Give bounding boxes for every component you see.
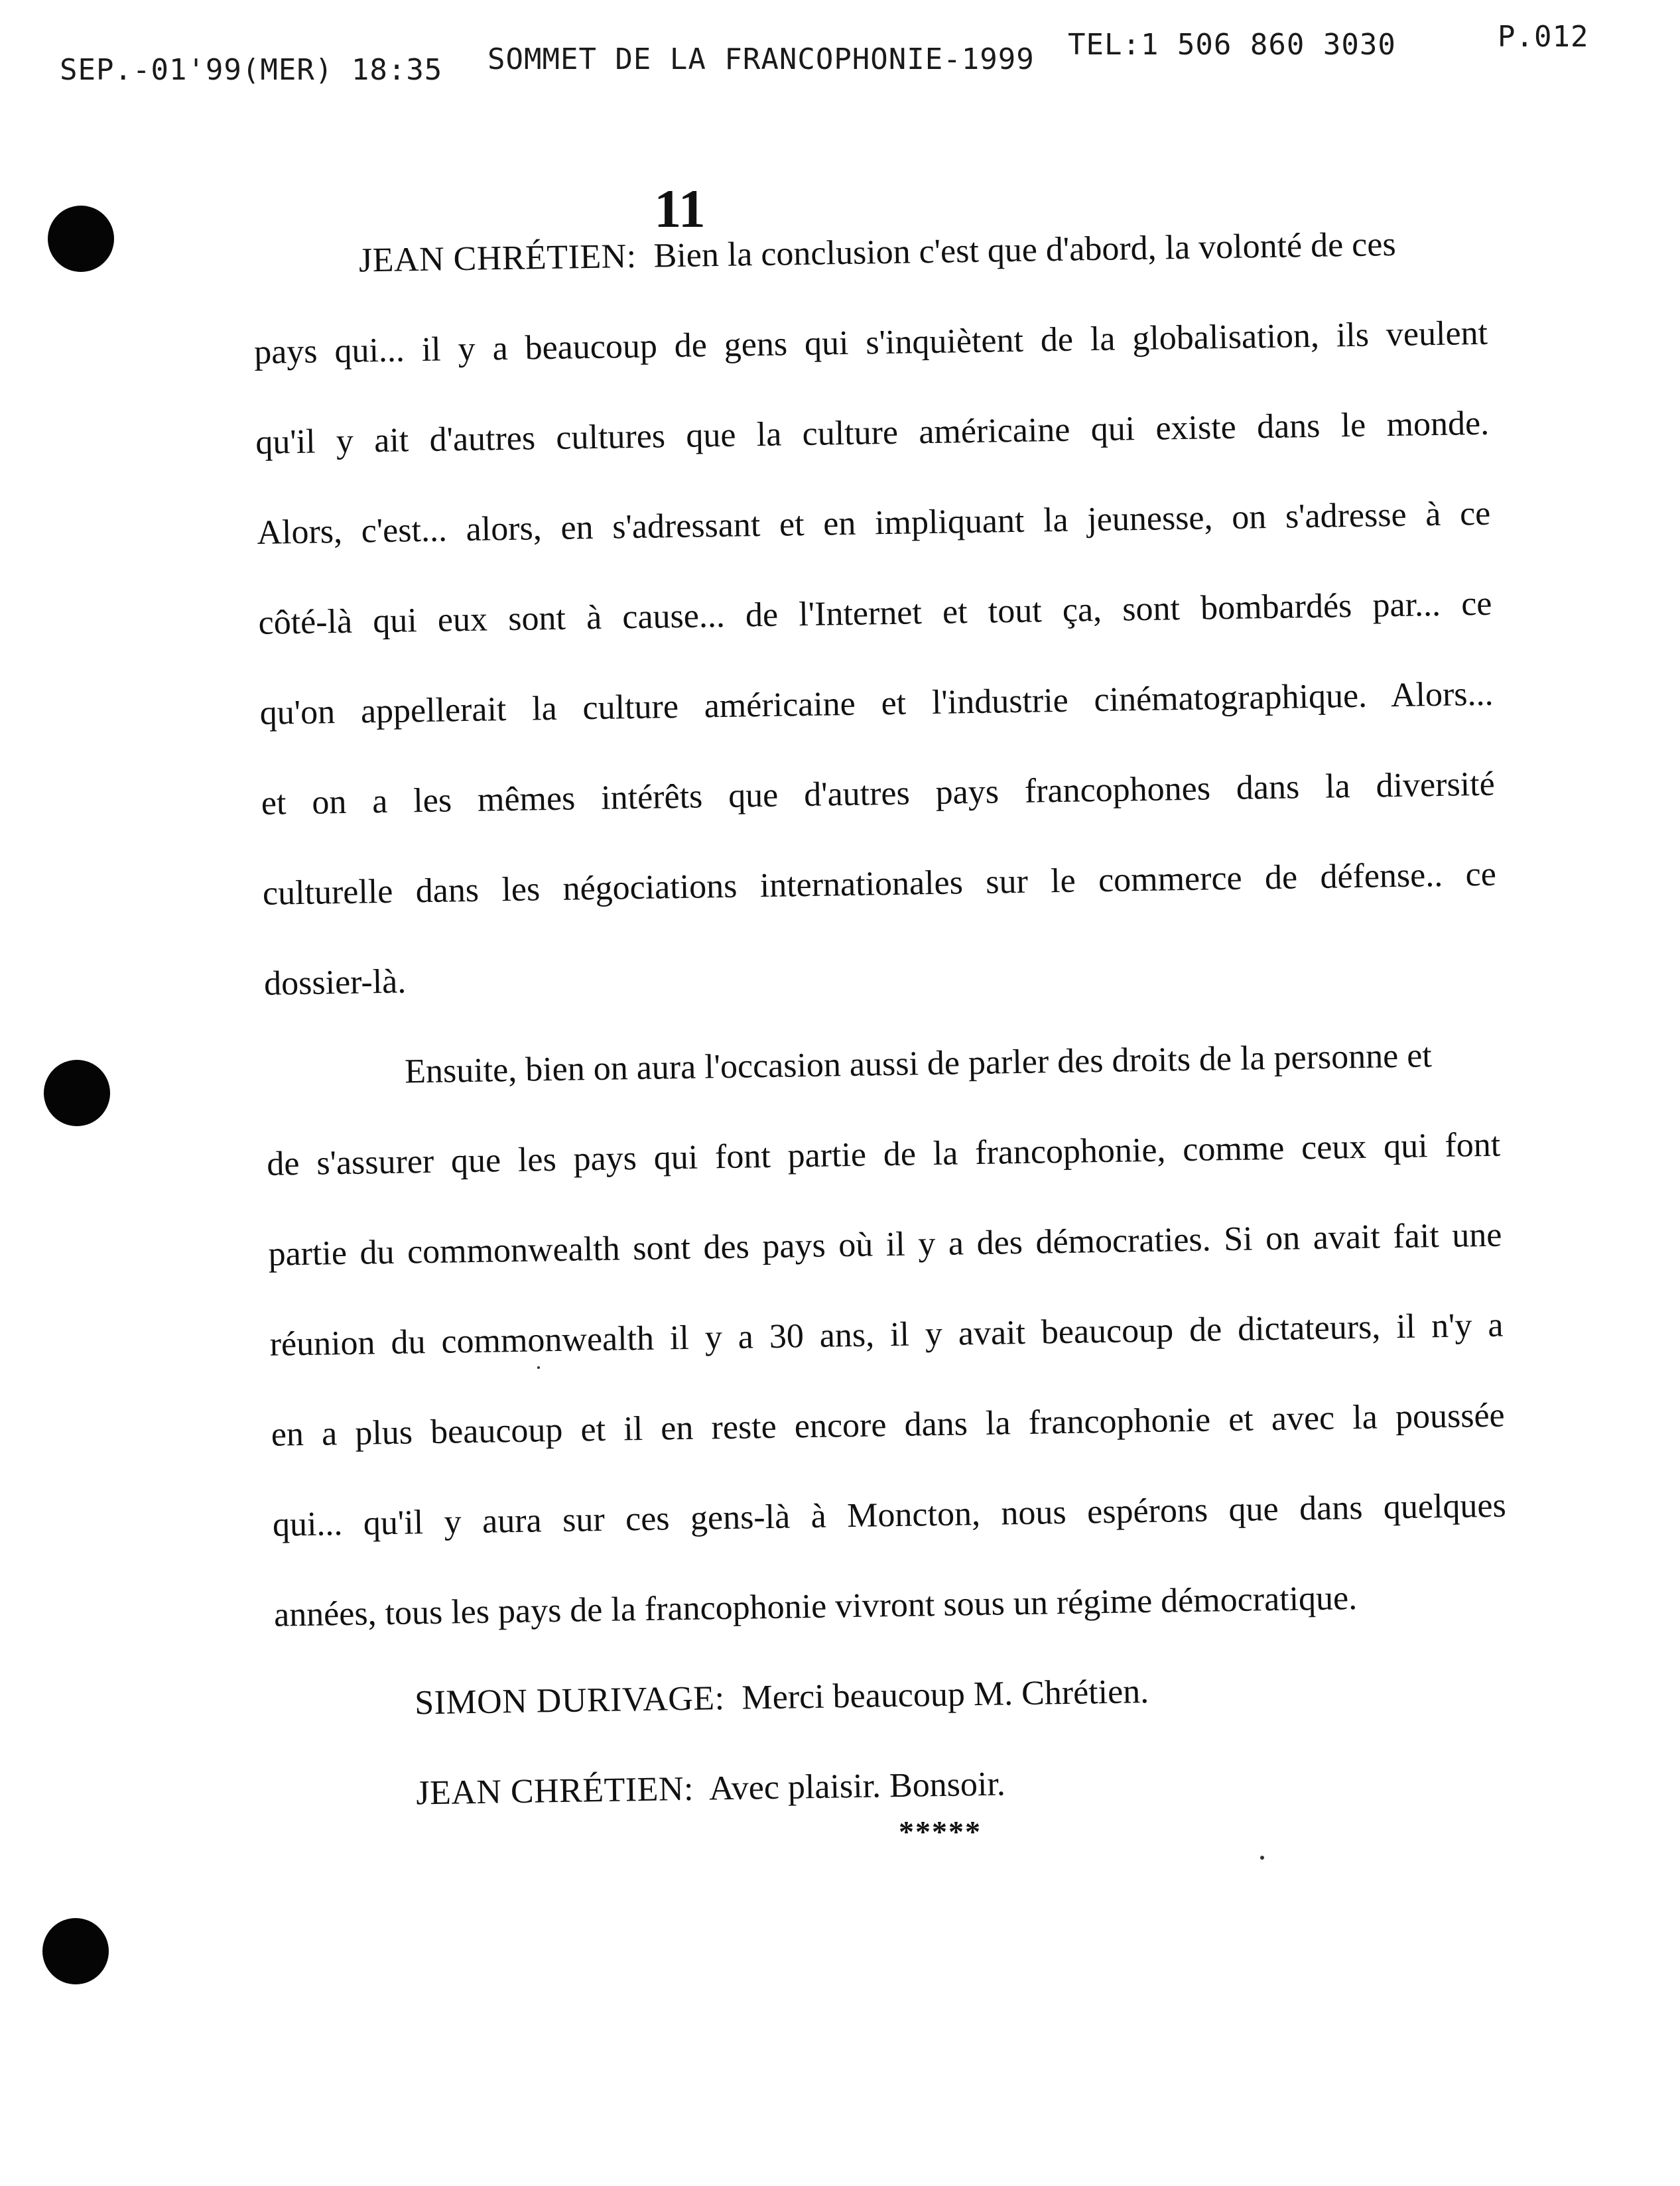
fax-date: SEP.-01'99(MER) 18:35 — [60, 53, 443, 87]
page-number: 11 — [654, 178, 706, 239]
scan-speck — [1260, 1856, 1264, 1860]
paragraph-line: côté-là qui eux sont à cause... de l'Internet et tout ça, sont bombardés par... ce — [258, 584, 1492, 642]
exchange — [275, 1641, 1511, 1841]
speech-text: Avec plaisir. Bonsoir. — [708, 1765, 1006, 1808]
scan-speck — [537, 1366, 540, 1369]
paragraph-line: de s'assurer que les pays qui font partie de la francophonie, comme ceux qui font — [266, 1125, 1501, 1183]
speech-text: Bien la conclusion c'est que d'abord, la volonté de ces — [653, 225, 1397, 275]
paragraph-line: Ensuite, bien on aura l'occasion aussi de parler des droits de la personne et — [404, 1037, 1433, 1091]
fax-header — [0, 20, 1680, 99]
paragraph-line: en a plus beaucoup et il en reste encore dans la francophonie et avec la poussée — [271, 1396, 1506, 1454]
fax-page-number: P.012 — [1498, 20, 1589, 54]
paragraph-line: années, tous les pays de la francophonie vivront sous un régime démocratique. — [273, 1579, 1358, 1634]
paragraph-line: qu'il y ait d'autres cultures que la culture américaine qui existe dans le monde. — [255, 404, 1490, 462]
paragraph-line: partie du commonwealth sont des pays où il y a des démocraties. Si on avait fait une — [268, 1216, 1502, 1273]
exchange-line — [276, 1731, 1511, 1840]
paragraph-line: pays qui... il y a beaucoup de gens qui s'inquiètent de la globalisation, ils veulent — [253, 314, 1488, 371]
speaker-name: SIMON DURIVAGE: — [414, 1679, 725, 1722]
punch-hole — [44, 1060, 110, 1126]
paragraph-line: Alors, c'est... alors, en s'adressant et en impliquant la jeunesse, on s'adresse à ce — [257, 494, 1491, 552]
punch-hole — [48, 206, 114, 272]
paragraph — [252, 198, 1498, 1029]
transcript-body — [252, 198, 1511, 1841]
paragraph-line: dossier-là. — [263, 962, 407, 1003]
paragraph — [265, 1010, 1508, 1661]
paragraph-line: qui... qu'il y aura sur ces gens-là à Moncton, nous espérons que dans quelques — [272, 1486, 1507, 1544]
punch-hole — [42, 1918, 109, 1984]
paragraph-line: qu'on appellerait la culture américaine et l'industrie cinématographique. Alors... — [259, 675, 1494, 732]
paragraph-line: réunion du commonwealth il y a 30 ans, il y avait beaucoup de dictateurs, il n'y a — [269, 1306, 1504, 1364]
speaker-name: JEAN CHRÉTIEN: — [358, 237, 637, 280]
fax-organization: SOMMET DE LA FRANCOPHONIE-1999 — [487, 42, 1035, 76]
speech-text: Merci beaucoup M. Chrétien. — [742, 1673, 1149, 1717]
speaker-name: JEAN CHRÉTIEN: — [415, 1769, 694, 1813]
paragraph-line: culturelle dans les négociations internationales sur le commerce de défense.. ce — [262, 855, 1497, 913]
fax-telephone: TEL:1 506 860 3030 — [1068, 28, 1396, 62]
paragraph-line: et on a les mêmes intérêts que d'autres pays francophones dans la diversité — [261, 765, 1496, 822]
end-mark: ***** — [899, 1815, 982, 1848]
